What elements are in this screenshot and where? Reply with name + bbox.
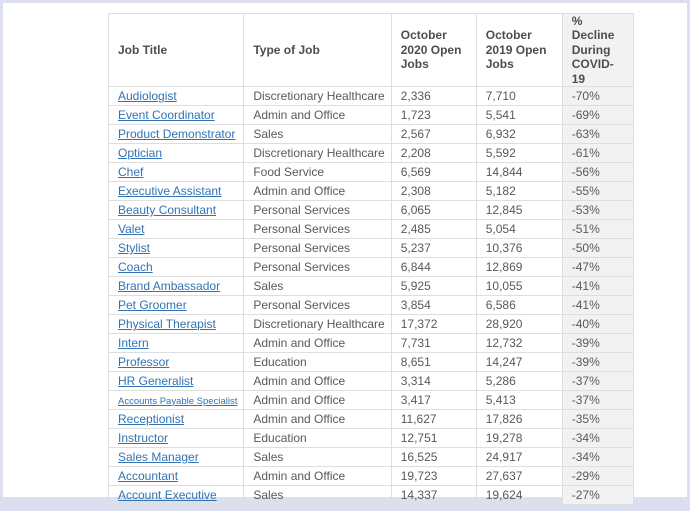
cell-decline-during-covid-19: -39% xyxy=(562,333,633,352)
job-title-link[interactable]: Intern xyxy=(118,335,149,350)
cell-job-title xyxy=(109,371,244,390)
table-row xyxy=(109,428,634,447)
cell-job-title xyxy=(109,390,244,409)
cell-type-of-job: Personal Services xyxy=(244,257,391,276)
cell-decline-during-covid-19: -56% xyxy=(562,162,633,181)
table-row xyxy=(109,447,634,466)
column-header-job-title: Job Title xyxy=(109,14,244,87)
column-header-october-2020-open-jobs: October 2020 Open Jobs xyxy=(391,14,476,87)
cell-october-2020-open-jobs: 2,485 xyxy=(391,219,476,238)
cell-decline-during-covid-19: -37% xyxy=(562,390,633,409)
table-row xyxy=(109,333,634,352)
cell-october-2020-open-jobs: 14,337 xyxy=(391,485,476,504)
cell-decline-during-covid-19: -39% xyxy=(562,352,633,371)
cell-type-of-job: Admin and Office xyxy=(244,371,391,390)
cell-october-2020-open-jobs: 2,336 xyxy=(391,86,476,105)
cell-october-2019-open-jobs: 14,247 xyxy=(476,352,562,371)
cell-job-title xyxy=(109,105,244,124)
cell-october-2019-open-jobs: 5,286 xyxy=(476,371,562,390)
cell-job-title xyxy=(109,181,244,200)
cell-october-2020-open-jobs: 3,854 xyxy=(391,295,476,314)
cell-job-title xyxy=(109,200,244,219)
cell-decline-during-covid-19: -37% xyxy=(562,371,633,390)
cell-type-of-job: Personal Services xyxy=(244,295,391,314)
cell-decline-during-covid-19: -29% xyxy=(562,466,633,485)
column-header-decline-during-covid-19: % Decline During COVID-19 xyxy=(562,14,633,87)
cell-october-2019-open-jobs: 5,541 xyxy=(476,105,562,124)
cell-decline-during-covid-19: -70% xyxy=(562,86,633,105)
job-title-link[interactable]: Receptionist xyxy=(118,411,185,426)
table-row xyxy=(109,86,634,105)
job-title-link[interactable]: Sales Manager xyxy=(118,449,199,464)
cell-october-2019-open-jobs: 24,917 xyxy=(476,447,562,466)
cell-type-of-job: Discretionary Healthcare xyxy=(244,86,391,105)
table-row xyxy=(109,409,634,428)
table-row xyxy=(109,257,634,276)
job-title-link[interactable]: Optician xyxy=(118,145,163,160)
cell-job-title xyxy=(109,447,244,466)
job-title-link[interactable]: Stylist xyxy=(118,240,151,255)
table-row xyxy=(109,276,634,295)
cell-october-2019-open-jobs: 19,624 xyxy=(476,485,562,504)
cell-october-2020-open-jobs: 6,844 xyxy=(391,257,476,276)
job-title-link[interactable]: Executive Assistant xyxy=(118,183,222,198)
job-title-link[interactable]: Brand Ambassador xyxy=(118,278,221,293)
job-title-link[interactable]: Accountant xyxy=(118,468,179,483)
cell-job-title xyxy=(109,162,244,181)
cell-job-title xyxy=(109,276,244,295)
cell-decline-during-covid-19: -34% xyxy=(562,428,633,447)
cell-type-of-job: Education xyxy=(244,352,391,371)
table-container xyxy=(108,13,634,505)
cell-type-of-job: Admin and Office xyxy=(244,105,391,124)
job-title-link[interactable]: Chef xyxy=(118,164,144,179)
table-row xyxy=(109,143,634,162)
cell-job-title xyxy=(109,409,244,428)
cell-october-2020-open-jobs: 6,569 xyxy=(391,162,476,181)
cell-job-title xyxy=(109,466,244,485)
cell-job-title xyxy=(109,485,244,504)
cell-decline-during-covid-19: -35% xyxy=(562,409,633,428)
column-header-type-of-job: Type of Job xyxy=(244,14,391,87)
cell-october-2019-open-jobs: 27,637 xyxy=(476,466,562,485)
cell-type-of-job: Admin and Office xyxy=(244,390,391,409)
cell-october-2020-open-jobs: 12,751 xyxy=(391,428,476,447)
table-row xyxy=(109,295,634,314)
cell-october-2019-open-jobs: 19,278 xyxy=(476,428,562,447)
cell-october-2019-open-jobs: 5,182 xyxy=(476,181,562,200)
job-title-link[interactable]: Audiologist xyxy=(118,88,177,103)
cell-job-title xyxy=(109,86,244,105)
cell-october-2019-open-jobs: 10,376 xyxy=(476,238,562,257)
cell-october-2019-open-jobs: 28,920 xyxy=(476,314,562,333)
table-row xyxy=(109,200,634,219)
cell-decline-during-covid-19: -41% xyxy=(562,276,633,295)
cell-type-of-job: Discretionary Healthcare xyxy=(244,314,391,333)
cell-october-2020-open-jobs: 5,237 xyxy=(391,238,476,257)
cell-type-of-job: Education xyxy=(244,428,391,447)
cell-type-of-job: Sales xyxy=(244,124,391,143)
cell-job-title xyxy=(109,219,244,238)
table-row xyxy=(109,162,634,181)
job-title-link[interactable]: HR Generalist xyxy=(118,373,194,388)
cell-type-of-job: Sales xyxy=(244,276,391,295)
cell-october-2019-open-jobs: 14,844 xyxy=(476,162,562,181)
table-row xyxy=(109,105,634,124)
job-title-link[interactable]: Professor xyxy=(118,354,170,369)
cell-october-2020-open-jobs: 17,372 xyxy=(391,314,476,333)
job-title-link[interactable]: Physical Therapist xyxy=(118,316,216,331)
job-title-link[interactable]: Instructor xyxy=(118,430,169,445)
job-title-link[interactable]: Coach xyxy=(118,259,153,274)
cell-type-of-job: Discretionary Healthcare xyxy=(244,143,391,162)
cell-job-title xyxy=(109,295,244,314)
table-header-row xyxy=(109,14,634,87)
cell-october-2020-open-jobs: 3,417 xyxy=(391,390,476,409)
table-row xyxy=(109,352,634,371)
cell-october-2020-open-jobs: 16,525 xyxy=(391,447,476,466)
cell-job-title xyxy=(109,143,244,162)
cell-decline-during-covid-19: -69% xyxy=(562,105,633,124)
cell-type-of-job: Admin and Office xyxy=(244,181,391,200)
cell-october-2020-open-jobs: 1,723 xyxy=(391,105,476,124)
cell-decline-during-covid-19: -53% xyxy=(562,200,633,219)
job-title-link[interactable]: Beauty Consultant xyxy=(118,202,217,217)
column-header-october-2019-open-jobs: October 2019 Open Jobs xyxy=(476,14,562,87)
cell-decline-during-covid-19: -51% xyxy=(562,219,633,238)
cell-october-2019-open-jobs: 6,932 xyxy=(476,124,562,143)
cell-type-of-job: Personal Services xyxy=(244,200,391,219)
cell-type-of-job: Admin and Office xyxy=(244,333,391,352)
cell-october-2020-open-jobs: 7,731 xyxy=(391,333,476,352)
cell-type-of-job: Personal Services xyxy=(244,219,391,238)
cell-job-title xyxy=(109,124,244,143)
table-row xyxy=(109,219,634,238)
cell-october-2020-open-jobs: 3,314 xyxy=(391,371,476,390)
cell-job-title xyxy=(109,314,244,333)
table-row xyxy=(109,124,634,143)
cell-october-2019-open-jobs: 5,054 xyxy=(476,219,562,238)
cell-october-2020-open-jobs: 5,925 xyxy=(391,276,476,295)
cell-october-2019-open-jobs: 5,413 xyxy=(476,390,562,409)
cell-decline-during-covid-19: -27% xyxy=(562,485,633,504)
cell-october-2019-open-jobs: 12,845 xyxy=(476,200,562,219)
cell-job-title xyxy=(109,257,244,276)
cell-decline-during-covid-19: -50% xyxy=(562,238,633,257)
cell-type-of-job: Sales xyxy=(244,447,391,466)
job-title-link[interactable]: Account Executive xyxy=(118,487,217,502)
jobs-table xyxy=(108,13,634,505)
cell-decline-during-covid-19: -61% xyxy=(562,143,633,162)
table-row xyxy=(109,181,634,200)
job-title-link[interactable]: Accounts Payable Specialist xyxy=(118,395,238,407)
cell-october-2020-open-jobs: 8,651 xyxy=(391,352,476,371)
cell-decline-during-covid-19: -55% xyxy=(562,181,633,200)
table-row xyxy=(109,390,634,409)
cell-october-2019-open-jobs: 12,869 xyxy=(476,257,562,276)
cell-october-2020-open-jobs: 2,567 xyxy=(391,124,476,143)
job-title-link[interactable]: Event Coordinator xyxy=(118,107,215,122)
cell-job-title xyxy=(109,352,244,371)
table-row xyxy=(109,485,634,504)
cell-job-title xyxy=(109,428,244,447)
cell-october-2019-open-jobs: 10,055 xyxy=(476,276,562,295)
cell-decline-during-covid-19: -47% xyxy=(562,257,633,276)
cell-job-title xyxy=(109,333,244,352)
cell-october-2019-open-jobs: 5,592 xyxy=(476,143,562,162)
cell-october-2020-open-jobs: 11,627 xyxy=(391,409,476,428)
cell-type-of-job: Admin and Office xyxy=(244,409,391,428)
job-title-link[interactable]: Pet Groomer xyxy=(118,297,187,312)
job-title-link[interactable]: Product Demonstrator xyxy=(118,126,236,141)
cell-decline-during-covid-19: -40% xyxy=(562,314,633,333)
cell-type-of-job: Food Service xyxy=(244,162,391,181)
cell-october-2020-open-jobs: 2,308 xyxy=(391,181,476,200)
cell-type-of-job: Personal Services xyxy=(244,238,391,257)
cell-job-title xyxy=(109,238,244,257)
job-title-link[interactable]: Valet xyxy=(118,221,145,236)
table-row xyxy=(109,371,634,390)
cell-decline-during-covid-19: -63% xyxy=(562,124,633,143)
cell-october-2019-open-jobs: 17,826 xyxy=(476,409,562,428)
cell-decline-during-covid-19: -34% xyxy=(562,447,633,466)
cell-type-of-job: Sales xyxy=(244,485,391,504)
cell-october-2019-open-jobs: 7,710 xyxy=(476,86,562,105)
cell-type-of-job: Admin and Office xyxy=(244,466,391,485)
cell-october-2020-open-jobs: 6,065 xyxy=(391,200,476,219)
cell-october-2019-open-jobs: 12,732 xyxy=(476,333,562,352)
table-row xyxy=(109,466,634,485)
table-row xyxy=(109,238,634,257)
cell-decline-during-covid-19: -41% xyxy=(562,295,633,314)
cell-october-2019-open-jobs: 6,586 xyxy=(476,295,562,314)
table-row xyxy=(109,314,634,333)
cell-october-2020-open-jobs: 19,723 xyxy=(391,466,476,485)
cell-october-2020-open-jobs: 2,208 xyxy=(391,143,476,162)
